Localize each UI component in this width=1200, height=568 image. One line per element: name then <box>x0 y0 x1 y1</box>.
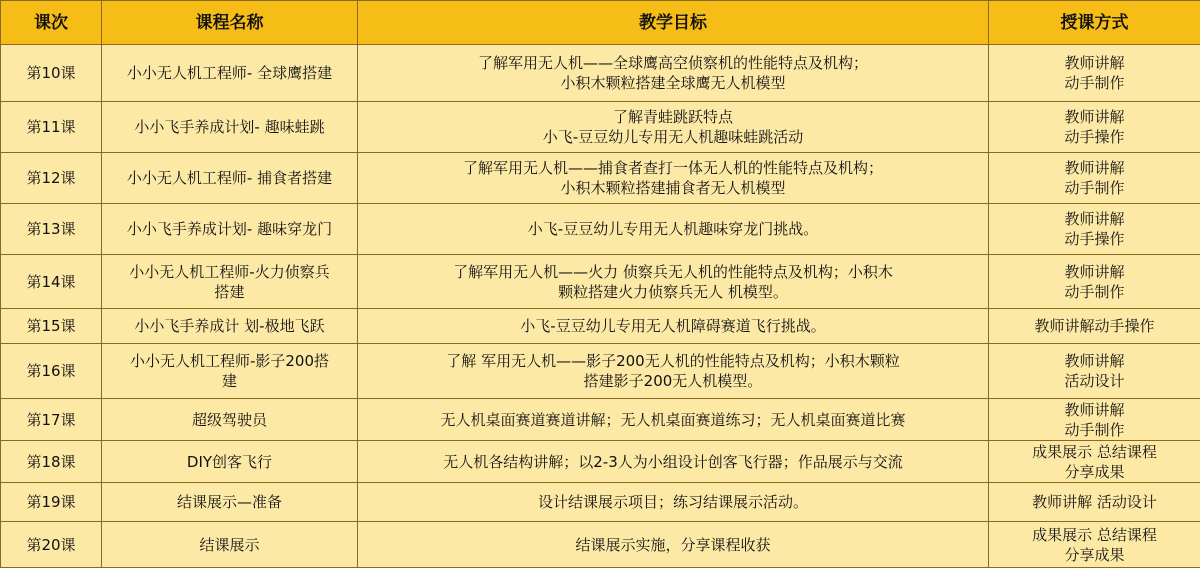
teaching-method-cell-line: 动手制作 <box>995 420 1194 440</box>
teaching-method-cell-line: 教师讲解 <box>995 351 1194 371</box>
lesson-cell: 第16课 <box>1 344 102 399</box>
teaching-method-cell <box>989 309 1200 344</box>
teaching-goal-cell <box>358 153 989 204</box>
lesson-cell: 第20课 <box>1 522 102 568</box>
table-row <box>1 399 1200 441</box>
teaching-goal-cell <box>358 344 989 399</box>
teaching-goal-cell <box>358 483 989 522</box>
teaching-method-cell-line: 成果展示 总结课程 <box>995 442 1194 462</box>
teaching-method-cell-line: 动手操作 <box>995 229 1194 249</box>
table-row <box>1 522 1200 568</box>
course-name-cell <box>102 522 358 568</box>
lesson-cell: 第19课 <box>1 483 102 522</box>
lesson-cell: 第18课 <box>1 441 102 483</box>
course-name-cell <box>102 255 358 309</box>
course-name-cell-line: 结课展示—准备 <box>108 492 351 512</box>
course-name-cell-line: 小小飞手养成计划- 趣味蛙跳 <box>108 117 351 137</box>
course-name-cell <box>102 399 358 441</box>
course-name-cell-line: 小小无人机工程师- 全球鹰搭建 <box>108 63 351 83</box>
teaching-goal-cell-line: 了解军用无人机——全球鹰高空侦察机的性能特点及机构； <box>364 53 982 73</box>
teaching-method-cell <box>989 441 1200 483</box>
course-name-cell <box>102 45 358 102</box>
teaching-goal-cell-line: 设计结课展示项目；练习结课展示活动。 <box>364 492 982 512</box>
header-row <box>1 1 1200 45</box>
course-name-cell-line: 搭建 <box>108 282 351 302</box>
teaching-method-cell-line: 分享成果 <box>995 545 1194 565</box>
header-course-name: 课程名称 <box>102 1 358 45</box>
teaching-method-cell-line: 教师讲解 <box>995 400 1194 420</box>
teaching-method-cell <box>989 483 1200 522</box>
teaching-goal-cell-line: 无人机各结构讲解；以2-3人为小组设计创客飞行器；作品展示与交流 <box>364 452 982 472</box>
teaching-goal-cell <box>358 399 989 441</box>
course-name-cell <box>102 483 358 522</box>
teaching-method-cell-line: 教师讲解 <box>995 53 1194 73</box>
course-name-cell-line: 小小飞手养成计划- 趣味穿龙门 <box>108 219 351 239</box>
teaching-method-cell-line: 动手制作 <box>995 73 1194 93</box>
teaching-goal-cell <box>358 45 989 102</box>
lesson-cell: 第15课 <box>1 309 102 344</box>
lesson-cell: 第11课 <box>1 102 102 153</box>
lesson-cell: 第13课 <box>1 204 102 255</box>
teaching-goal-cell-line: 小积木颗粒搭建捕食者无人机模型 <box>364 178 982 198</box>
teaching-method-cell-line: 动手操作 <box>995 127 1194 147</box>
teaching-goal-cell <box>358 522 989 568</box>
table-body <box>1 45 1200 568</box>
teaching-goal-cell-line: 颗粒搭建火力侦察兵无人 机模型。 <box>364 282 982 302</box>
course-name-cell <box>102 102 358 153</box>
course-name-cell-line: 小小无人机工程师-影子200搭 <box>108 351 351 371</box>
teaching-goal-cell-line: 了解军用无人机——捕食者查打一体无人机的性能特点及机构； <box>364 158 982 178</box>
teaching-goal-cell-line: 小积木颗粒搭建全球鹰无人机模型 <box>364 73 982 93</box>
teaching-goal-cell-line: 小飞-豆豆幼儿专用无人机障碍赛道飞行挑战。 <box>364 316 982 336</box>
teaching-method-cell <box>989 255 1200 309</box>
teaching-method-cell-line: 动手制作 <box>995 178 1194 198</box>
teaching-method-cell <box>989 45 1200 102</box>
teaching-goal-cell-line: 了解 军用无人机——影子200无人机的性能特点及机构；小积木颗粒 <box>364 351 982 371</box>
teaching-method-cell-line: 教师讲解 <box>995 107 1194 127</box>
header-teaching-method: 授课方式 <box>989 1 1200 45</box>
teaching-goal-cell <box>358 102 989 153</box>
course-name-cell-line: 小小无人机工程师- 捕食者搭建 <box>108 168 351 188</box>
teaching-goal-cell <box>358 204 989 255</box>
course-name-cell <box>102 344 358 399</box>
course-name-cell-line: 小小无人机工程师-火力侦察兵 <box>108 262 351 282</box>
teaching-method-cell-line: 动手制作 <box>995 282 1194 302</box>
course-name-cell-line: DIY创客飞行 <box>108 452 351 472</box>
course-name-cell-line: 建 <box>108 371 351 391</box>
teaching-method-cell <box>989 399 1200 441</box>
teaching-method-cell-line: 教师讲解 <box>995 262 1194 282</box>
course-name-cell <box>102 441 358 483</box>
course-name-cell <box>102 309 358 344</box>
teaching-method-cell <box>989 102 1200 153</box>
course-name-cell-line: 结课展示 <box>108 535 351 555</box>
teaching-method-cell <box>989 522 1200 568</box>
teaching-goal-cell <box>358 309 989 344</box>
teaching-goal-cell-line: 结课展示实施，分享课程收获 <box>364 535 982 555</box>
table-row <box>1 255 1200 309</box>
table-row <box>1 153 1200 204</box>
table-row <box>1 441 1200 483</box>
teaching-goal-cell-line: 小飞-豆豆幼儿专用无人机趣味穿龙门挑战。 <box>364 219 982 239</box>
table-row <box>1 102 1200 153</box>
table-row <box>1 483 1200 522</box>
course-name-cell <box>102 153 358 204</box>
teaching-method-cell-line: 教师讲解 <box>995 158 1194 178</box>
teaching-goal-cell-line: 了解青蛙跳跃特点 <box>364 107 982 127</box>
teaching-goal-cell-line: 无人机桌面赛道赛道讲解；无人机桌面赛道练习；无人机桌面赛道比赛 <box>364 410 982 430</box>
teaching-method-cell-line: 教师讲解动手操作 <box>995 316 1194 336</box>
table-row <box>1 204 1200 255</box>
course-name-cell <box>102 204 358 255</box>
table-row <box>1 309 1200 344</box>
teaching-method-cell <box>989 153 1200 204</box>
lesson-cell: 第14课 <box>1 255 102 309</box>
lesson-cell: 第17课 <box>1 399 102 441</box>
teaching-method-cell-line: 教师讲解 活动设计 <box>995 492 1194 512</box>
table-row <box>1 344 1200 399</box>
course-name-cell-line: 超级驾驶员 <box>108 410 351 430</box>
teaching-method-cell-line: 成果展示 总结课程 <box>995 525 1194 545</box>
header-lesson: 课次 <box>1 1 102 45</box>
teaching-goal-cell-line: 搭建影子200无人机模型。 <box>364 371 982 391</box>
teaching-goal-cell-line: 小飞-豆豆幼儿专用无人机趣味蛙跳活动 <box>364 127 982 147</box>
teaching-method-cell <box>989 344 1200 399</box>
table-row <box>1 45 1200 102</box>
teaching-goal-cell <box>358 441 989 483</box>
teaching-goal-cell-line: 了解军用无人机——火力 侦察兵无人机的性能特点及机构；小积木 <box>364 262 982 282</box>
teaching-method-cell-line: 活动设计 <box>995 371 1194 391</box>
lesson-cell: 第12课 <box>1 153 102 204</box>
teaching-method-cell <box>989 204 1200 255</box>
lesson-cell: 第10课 <box>1 45 102 102</box>
teaching-method-cell-line: 分享成果 <box>995 462 1194 482</box>
teaching-method-cell-line: 教师讲解 <box>995 209 1194 229</box>
header-teaching-goal: 教学目标 <box>358 1 989 45</box>
course-name-cell-line: 小小飞手养成计 划-极地飞跃 <box>108 316 351 336</box>
teaching-goal-cell <box>358 255 989 309</box>
